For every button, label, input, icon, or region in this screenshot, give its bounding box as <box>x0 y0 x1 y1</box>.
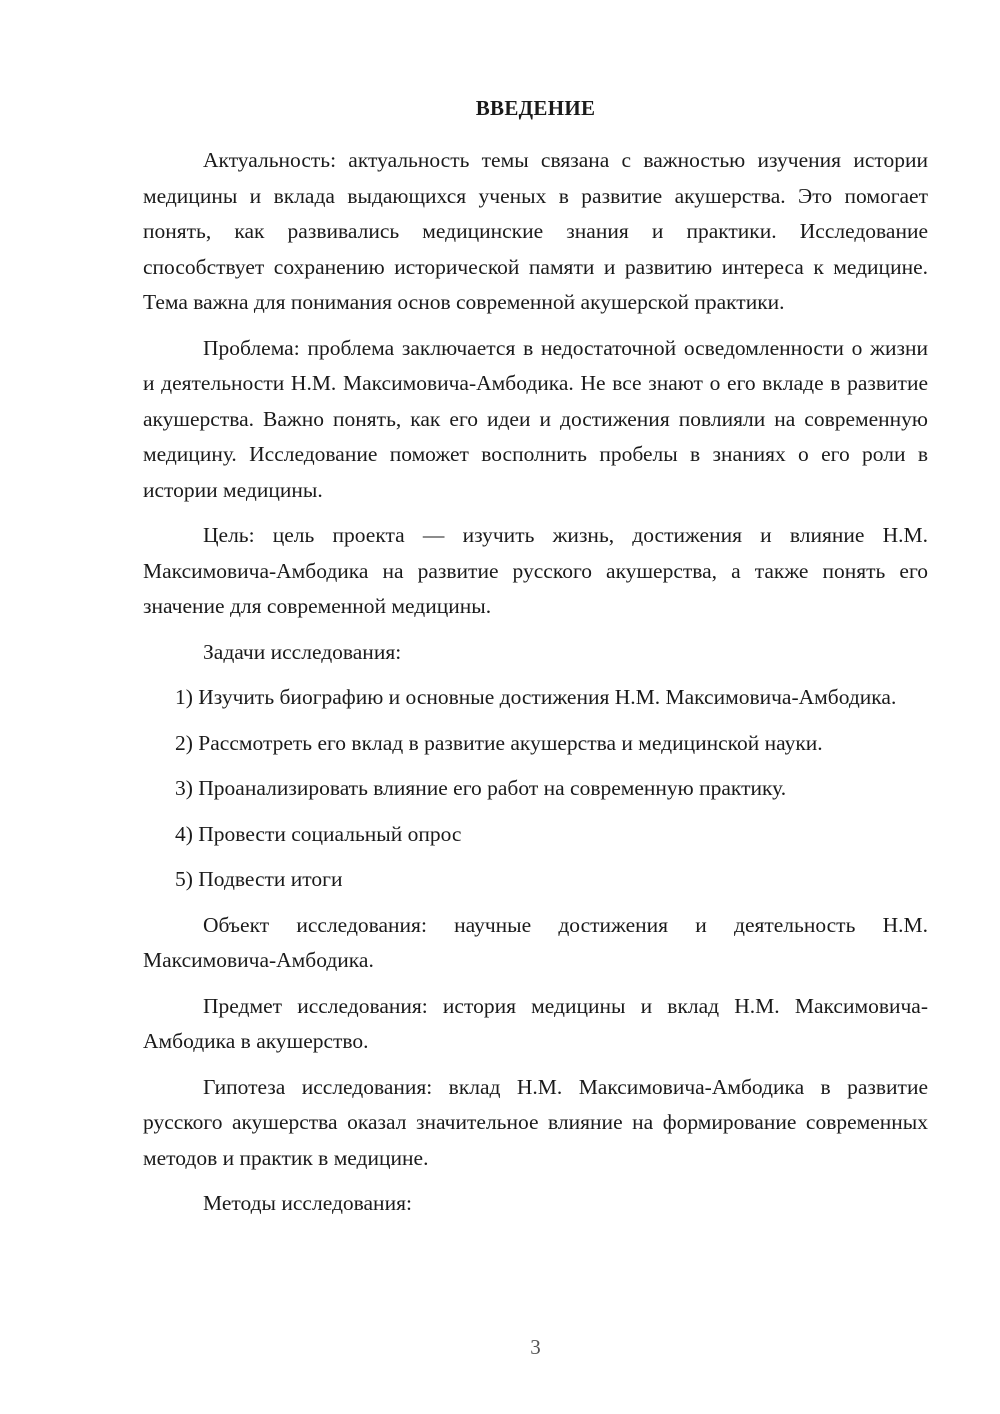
relevance-paragraph: Актуальность: актуальность темы связана с важностью изучения истории медицины и вклада выдающихся ученых в развитие акушерства. Это помогает понять, как развивались медицинские знания и практики. Исследование способствует сохранению исторической памяти и развитию интереса к медицине. Тема важна для понимания основ современной акушерской практики. <box>143 148 928 314</box>
methods-title: Методы исследования: <box>203 1191 412 1215</box>
goal-paragraph: Цель: цель проекта — изучить жизнь, достижения и влияние Н.М. Максимовича-Амбодика на развитие русского акушерства, а также понять его значение для современной медицины. <box>143 523 928 618</box>
task-item-4: 4) Провести социальный опрос <box>175 821 462 846</box>
hypothesis-paragraph: Гипотеза исследования: вклад Н.М. Максимовича-Амбодика в развитие русского акушерства оказал значительное влияние на формирование современных методов и практик в медицине. <box>143 1074 928 1170</box>
object-paragraph: Объект исследования: научные достижения и деятельность Н.М. Максимовича-Амбодика. <box>143 912 928 972</box>
tasks-title: Задачи исследования: <box>203 639 402 664</box>
page-number: 3 <box>530 1335 541 1359</box>
document-body <box>143 143 928 1232</box>
subject-paragraph: Предмет исследования: история медицины и вклад Н.М. Максимовича-Амбодика в акушерство. <box>143 993 928 1053</box>
task-item-1: 1) Изучить биографию и основные достижения Н.М. Максимовича-Амбодика. <box>175 685 897 709</box>
section-heading: ВВЕДЕНИЕ <box>475 96 596 120</box>
task-item-5: 5) Подвести итоги <box>175 867 343 891</box>
task-item-3: 3) Проанализировать влияние его работ на современную практику. <box>175 776 787 800</box>
document-page <box>143 0 928 1414</box>
task-item-2: 2) Рассмотреть его вклад в развитие акушерства и медицинской науки. <box>175 730 823 755</box>
problem-paragraph: Проблема: проблема заключается в недостаточной осведомленности о жизни и деятельности Н.М. Максимовича-Амбодика. Не все знают о его вкладе в развитие акушерства. Важно понять, как его идеи и достижения повлияли на современную медицину. Исследование поможет восполнить пробелы в знаниях о его роли в истории медицины. <box>143 335 928 502</box>
